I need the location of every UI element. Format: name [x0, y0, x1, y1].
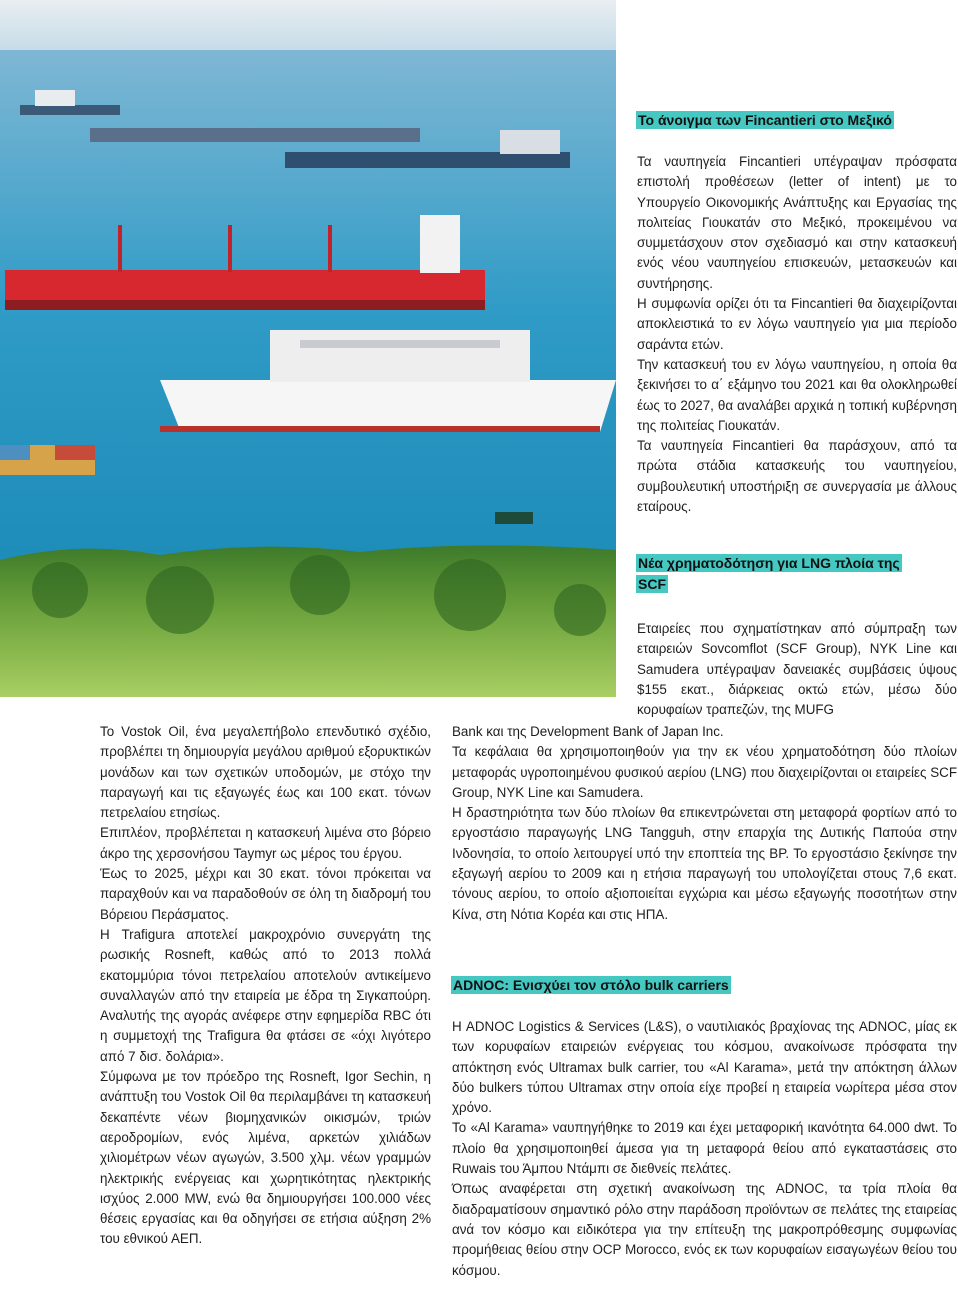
heading-text: ADNOC: Ενισχύει τον στόλο bulk carriers [453, 977, 729, 993]
vostok-oil-article [100, 722, 431, 1250]
section-heading-fincantieri [636, 110, 894, 131]
fincantieri-article [637, 152, 957, 517]
paragraph: Έως το 2025, μέχρι και 30 εκατ. τόνοι πρόκειται να παραχθούν και να παραδοθούν σε όλη τη διαδρομή του Βόρειου Περάσματος. [100, 866, 431, 922]
paragraph: Σύμφωνα με τον πρόεδρο της Rosneft, Igor Sechin, η ανάπτυξη του Vostok Oil θα περιλαμβάνει τη κατασκευή δεκαπέντε νέων βιομηχανικών οικισμών, τριών αεροδρομίων, ενός λιμένα, αρκετών χιλιάδων χιλιομέτρων νέων αγωγών, 3.500 χλμ. νέων γραμμών ηλεκτρικής ενέργειας και χωρητικότητας ηλεκτρικής ισχύος 2.000 MW, ενώ θα δημιουργήσει 100.000 νέες θέσεις εργασίας και θα οδηγήσει σε ετήσια αύξηση 2% του εθνικού ΑΕΠ. [100, 1069, 431, 1247]
paragraph: Η δραστηριότητα των δύο πλοίων θα επικεντρώνεται στη μεταφορά φορτίων από το εργοστάσιο παραγωγής LNG Tangguh, στην επαρχία της Δυτικής Παπούα στην Ινδονησία, το οποίο λειτουργεί υπό την εποπτεία της BP. Το εργοστάσιο ξεκίνησε την εξαγωγή αερίου το 2009 και η ετήσια παραγωγή του υπολογίζεται στους 7,6 εκατ. τόνους αερίου, το οποίο αξιοποιείται εγχώρια και μέσω εξαγωγής ποσοτήτων στην Κίνα, στη Νότια Κορέα και στις ΗΠΑ. [452, 805, 957, 922]
scf-article-body [452, 722, 957, 925]
paragraph: Επιπλέον, προβλέπεται η κατασκευή λιμένα στο βόρειο άκρο της χερσονήσου Taymyr ως μέρος του έργου. [100, 825, 431, 861]
paragraph: Το «Al Karama» ναυπηγήθηκε το 2019 και έχει μεταφορική ικανότητα 64.000 dwt. Το πλοίο θα χρησιμοποιηθεί άμεσα για τη μεταφορά θείου από εγκαταστάσεις στο Ruwais του Άμπου Ντάμπι σε διεθνείς πελάτες. [452, 1120, 957, 1177]
paragraph: Το Vostok Oil, ένα μεγαλεπήβολο επενδυτικό σχέδιο, προβλέπει τη δημιουργία μεγάλου αριθμού εξορυκτικών μονάδων και των σχετικών υποδομών, με στόχο την παραγωγή και τις εξαγωγές έως και 100 εκατ. τόνων πετρελαίου ετησίως. [100, 724, 431, 821]
paragraph: Bank και της Development Bank of Japan Inc. [452, 724, 724, 739]
paragraph: Η συμφωνία ορίζει ότι τα Fincantieri θα διαχειρίζονται αποκλειστικά το εν λόγω ναυπηγείο για μια περίοδο σαράντα ετών. [637, 296, 957, 352]
paragraph: Τα ναυπηγεία Fincantieri θα παράσχουν, από τα πρώτα στάδια κατασκευής του ναυπηγείου, συμβουλευτική υποστήριξη σε συνεργασία με άλλους εταίρους. [637, 438, 957, 515]
paragraph: Η Trafigura αποτελεί μακροχρόνιο συνεργάτη της ρωσικής Rosneft, καθώς από το 2013 πολλά εκατομμύρια τόνοι πετρελαίου αποτελούν αντικείμενο συναλλαγών από την εταιρεία με έδρα τη Σιγκαπούρη. Αναλυτής της αγοράς ανέφερε στην εφημερίδα RBC ότι η συμμετοχή της Trafigura θα φτάσει σε «όχι λιγότερο από 7 δισ. δολάρια». [100, 926, 431, 1064]
paragraph: Τα κεφάλαια θα χρησιμοποιηθούν για την εκ νέου χρηματοδότηση δύο πλοίων μεταφοράς υγροποιημένου φυσικού αερίου (LNG) που διαχειρίζονται οι εταιρείες SCF Group, NYK Line και Samudera. [452, 744, 957, 800]
section-heading-scf [636, 553, 906, 595]
section-heading-adnoc [451, 975, 731, 996]
paragraph: Η ADNOC Logistics & Services (L&S), ο ναυτιλιακός βραχίονας της ADNOC, μίας εκ των κορυφαίων εταιρειών ενέργειας του κόσμου, ανακοίνωσε πρόσφατα την απόκτηση ενός Ultramax bulk carrier, του «Al Karama», μετά την απόκτηση άλλων δύο bulkers τύπου Ultramax στην οποία είχε προβεί η εταιρεία νωρίτερα μέσα στον χρόνο. [452, 1019, 957, 1116]
paragraph: Όπως αναφέρεται στη σχετική ανακοίνωση της ADNOC, τα τρία πλοία θα διαδραματίσουν σημαντικό ρόλο στην παράδοση προϊόντων σε πελάτες της εταιρείας ανά τον κόσμο και ειδικότερα για την επίτευξη της μακροπρόθεσμης συμφωνίας προμήθειας θείου στην OCP Morocco, ενός εκ των κορυφαίων εισαγωγέων θείου του κόσμου. [452, 1181, 957, 1278]
paragraph: Τα ναυπηγεία Fincantieri υπέγραψαν πρόσφατα επιστολή προθέσεων (letter of intent) με το Υπουργείο Οικονομικής Ανάπτυξης και Εργασίας της πολιτείας Γιουκατάν στο Μεξικό, προκειμένου να συμμετάσχουν στον σχεδιασμό και στην κατασκευή ενός νέου ναυπηγείου επισκευών, μετασκευών και συντήρησης. [637, 154, 957, 291]
ships-harbor-photo [0, 0, 616, 697]
ships-harbor-illustration [0, 0, 616, 697]
heading-text: Το άνοιγμα των Fincantieri στο Μεξικό [638, 112, 892, 128]
paragraph: Εταιρείες που σχηματίστηκαν από σύμπραξη των εταιρειών Sovcomflot (SCF Group), NYK Line και Samudera υπέγραψαν δανειακές συμβάσεις ύψους $155 εκατ., διάρκειας οκτώ ετών, μέσω δύο κορυφαίων τραπεζών, της MUFG [637, 621, 957, 718]
heading-text: Νέα χρηματοδότηση για LNG πλοία της SCF [638, 555, 900, 592]
adnoc-article [452, 1017, 957, 1281]
paragraph: Την κατασκευή του εν λόγω ναυπηγείου, η οποία θα ξεκινήσει το α΄ εξάμηνο του 2021 και θα ολοκληρωθεί έως το 2027, θα αναλάβει αρχικά η τοπική κυβέρνηση της πολιτείας Γιουκατάν. [637, 356, 957, 433]
scf-article-intro [637, 619, 957, 720]
